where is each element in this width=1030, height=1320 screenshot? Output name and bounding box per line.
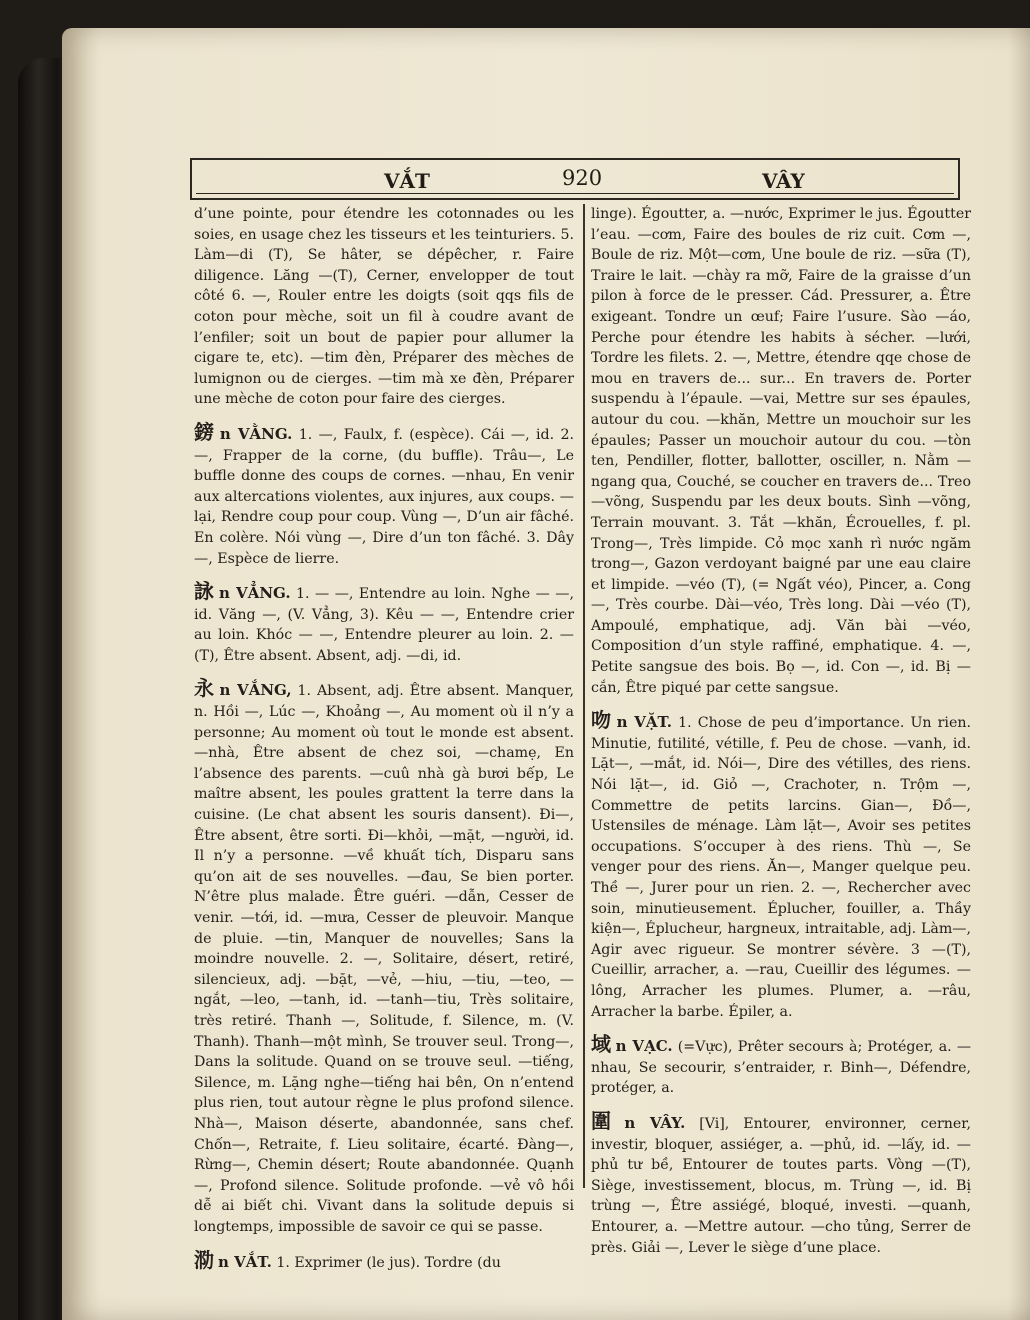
entry-vang-3 [194,678,574,1237]
entry-headword: n VẶT. [616,713,673,732]
entry-vac [591,1034,971,1099]
entry-headword: n VẮNG, [219,681,292,700]
entry-text: 1. Chose de peu d’importance. Un rien. Minutie, futilité, vétille, f. Peu de chose. —vanh, id. Lặt—, —mắt, id. Nói—, Dire des vétilles, des riens. Nói lặt—, id. Giỏ —, Crachoter, n. Trộm —, Commettre de petits larcins. Gian—, Đồ—, Ustensiles de ménage. Làm lặt—, Avoir ses petites occupations. S’occuper à des riens. Thù —, Se venger pour des riens. Ăn—, Manger quelque peu. Thề —, Jurer pour un rien. 2. —, Rechercher avec soin, minutieusement. Éplucher, fouiller, a. Thầy kiện—, Éplucheur, hargneux, intraitable, adj. Làm—, Agir avec rigueur. Se montrer sévère. 3 —(T), Cueillir, arracher, a. —rau, Cueillir des légumes. —lông, Arracher les plumes. Plumer, a. —râu, Arracher la barbe. Épiler, a. [591,715,972,1020]
entry-vang-1 [194,419,574,569]
entry-headword: n VÂY. [624,1113,686,1132]
entry-headword: n VẠC. [615,1037,673,1056]
entry-vat-2 [591,710,971,1022]
entry-text: [Vi], Entourer, environner, cerner, investir, bloquer, assiéger, a. —phủ, id. —lấy, id. —phủ tư bề, Entourer de toutes parts. Vòng —(T), Siège, investissement, blocus, m. Trùng —, id. Bị trùng —, Être assiégé, bloqué, investi. —quanh, Entourer, a. —Mettre autour. —cho tủng, Serrer de près. Giải —, Lever le siège d’une place. [591,1115,972,1256]
header-left-word: VẮT [384,169,430,193]
entry-headword: n VẰNG. [219,424,293,443]
entry-headword: n VẲNG. [218,584,291,603]
chinese-character: 圍 [591,1108,621,1133]
chinese-character: 鎊 [194,419,216,444]
chinese-character: 永 [194,676,216,701]
entry-text: 1. Absent, adj. Être absent. Manquer, n. Hồi —, Lúc —, Khoảng —, Au moment où il n’y a personne; Au moment où tout le monde est absent. —nhà, Être absent de chez soi, —chamẹ, En l’absence des parents. —cuû nhà gà bươi bếp, Le maître absent, les poules grattent la terre dans la cuisine. (Le chat absent les souris dansent). Đi—, Être absent, être sorti. Đi—khỏi, —mặt, —người, id. Il n’y a personne. —về khuất tích, Disparu sans qu’on ait de ses nouvelles. —đau, Se bien porter. N’être plus malade. Être guéri. —dẫn, Cesser de venir. —tới, id. —mưa, Cesser de pleuvoir. Manque de pluie. —tin, Manquer de nouvelles; Sans la moindre nouvelle. 2. —, Solitaire, désert, retiré, silencieux, adj. —bặt, —vẻ, —hiu, —tiu, —teo, —ngắt, —leo, —tanh, id. —tanh—tiu, Très solitaire, très retiré. Thanh —, Solitude, f. Silence, m. (V. Thanh). Thanh—một mình, Se trouver seul. Trong—, Dans la solitude. Quand on se trouve seul. —tiếng, Silence, m. Lặng nghe—tiếng hai bên, On n’entend plus rien, tout autour règne le plus profond silence. Nhà—, Maison déserte, abandonnée, sans chef. Chốn—, Retraite, f. Lieu solitaire, écarté. Đàng—, Rừng—, Chemin désert; Route abandonnée. Quạnh—, Profond silence. Solitude profonde. —vẻ vô hồi dễ ai biết chi. Vivant dans la solitude depuis si longtemps, impossible de savoir ce qui se passe. [194,683,574,1235]
entry-text: 1. Exprimer (le jus). Tordre (du [271,1254,501,1271]
entry-headword: n VẮT. [218,1252,272,1271]
right-column [591,204,971,1258]
entry-text: 1. — —, Entendre au loin. Nghe — —, id. Văng —, (V. Vẳng, 3). Kêu — —, Entendre crier au loin. Khóc — —, Entendre pleurer au loin. 2. —(T), Être absent. Absent, adj. —di, id. [194,586,574,664]
chinese-character: 域 [591,1032,612,1057]
entry-text: 1. —, Faulx, f. (espèce). Cái —, id. 2. —, Frapper de la corne, (du buffle). Trâu—, Le buffle donne des coups de cornes. —nhau, En venir aux altercations violentes, aux injures, aux coups. —lại, Rendre coup pour coup. Vùng —, D’un air fâché. En colère. Nói vùng —, Dire d’un ton fâché. 3. Dây —, Espèce de lierre. [194,426,574,567]
header-right-word: VÂY [762,169,805,193]
entry-vay [591,1108,972,1258]
entry-continuation: linge). Égoutter, a. —nước, Exprimer le jus. Égoutter l’eau. —cơm, Faire des boules de riz cuit. Cơm —, Boule de riz. Một—cơm, Une boule de riz. —sữa (T), Traire le lait. —chày ra mỡ, Faire de la graisse d’un pilon à force de le presser. Cád. Pressurer, a. Être exigeant. Tondre un œuf; Faire l’usure. Sào —áo, Perche pour étendre les habits à sécher. —lưới, Tordre les filets. 2. —, Mettre, étendre qqe chose de mou en travers de... sur... En travers de. Porter suspendu à l’épaule. —vai, Mettre sur ses épaules, autour du cou. —khăn, Mettre un mouchoir sur les épaules; Passer un mouchoir autour du cou. —tòn ten, Pendiller, flotter, ballotter, osciller, n. Nằm —ngang qua, Couché, se coucher en travers de... Treo —võng, Suspendu par les deux bouts. Sình —võng, Terrain mouvant. 3. Tắt —khăn, Écrouelles, f. pl. Trong—, Très limpide. Cỏ mọc xanh rì nước ngăm trong—, Gazon verdoyant baigné par une eau claire et limpide. —véo (T), (= Ngất véo), Pincer, a. Cong—, Très courbe. Dài—véo, Très long. Dài —véo (T), Ampoulé, emphatique, adj. Văn bài —véo, Composition d’un style raffiné, emphatique. 4. —, Petite sangsue des bois. Bọ —, id. Con —, id. Bị —cắn, Être piqué par cette sangsue. [591,206,971,696]
page-shadow [1008,28,1030,1320]
entry-vang-2 [194,581,574,666]
column-divider [583,204,585,1188]
chinese-character: 吻 [591,708,613,733]
page-header [190,158,960,200]
chinese-character: 泐 [194,1247,214,1272]
left-column [194,204,574,1273]
chinese-character: 詠 [194,579,215,604]
page-number: 920 [562,166,603,190]
entry-vat-1 [194,1247,574,1274]
entry-continuation: d’une pointe, pour étendre les cotonnades ou les soies, en usage chez les tisseurs et les teinturiers. 5. Làm—di (T), Se hâter, se dépêcher, r. Faire diligence. Lăng —(T), Cerner, envelopper de tout côté 6. —, Rouler entre les doigts (soit qqs fils de coton pour mèche, soit un fil à coudre avant de l’enfiler; soit un bout de papier pour allumer la cigare te, etc). —tim đèn, Préparer des mèches de lumignon ou de cierges. —tim mà xe đèn, Préparer une mèche de coton pour faire des cierges. [194,206,574,408]
entry-text: (=Vực), Prêter secours à; Protéger, a. —nhau, Se secourir, s’entraider, r. Binh—, Défendre, protéger, a. [591,1039,972,1097]
